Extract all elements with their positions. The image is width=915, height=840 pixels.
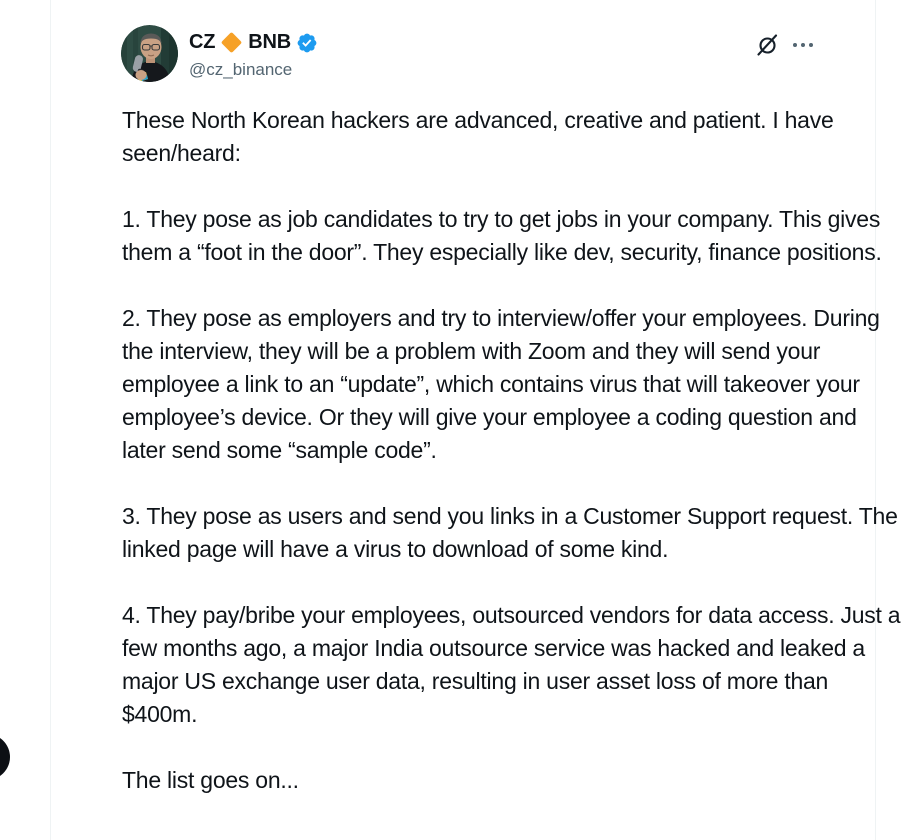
author-name-prefix: CZ xyxy=(189,31,216,53)
grok-icon[interactable] xyxy=(755,32,779,58)
verified-badge-icon xyxy=(296,32,318,54)
author-name-suffix: BNB xyxy=(248,31,291,53)
author-block xyxy=(189,30,318,80)
header-actions xyxy=(755,32,814,58)
author-handle[interactable]: @cz_binance xyxy=(189,60,293,79)
tweet-text xyxy=(122,104,906,797)
more-icon[interactable] xyxy=(793,43,814,48)
avatar[interactable] xyxy=(121,25,178,82)
tweet-paragraph: These North Korean hackers are advanced, creative and patient. I have seen/heard: xyxy=(122,107,834,166)
orange-diamond-emoji xyxy=(221,32,242,53)
avatar-photo xyxy=(121,25,178,82)
tweet-paragraph: 3. They pose as users and send you links in a Customer Support request. The linked page will have a virus to download of some kind. xyxy=(122,503,898,562)
tweet-paragraph: The list goes on... xyxy=(122,767,299,793)
tweet-paragraph: 2. They pose as employers and try to interview/offer your employees. During the interview, they will be a problem with Zoom and they will send your employee a link to an “update”, which contains virus that will takeover your employee’s device. Or they will give your employee a coding question and later send some “sample code”. xyxy=(122,305,880,463)
author-name[interactable] xyxy=(189,30,318,55)
tweet-paragraph: 4. They pay/bribe your employees, outsourced vendors for data access. Just a few months ago, a major India outsource service was hacked and leaked a major US exchange user data, resulting in user asset loss of more than $400m. xyxy=(122,602,901,727)
tweet-paragraph: 1. They pose as job candidates to try to get jobs in your company. This gives them a “foot in the door”. They especially like dev, security, finance positions. xyxy=(122,206,882,265)
tweet-column xyxy=(50,0,901,840)
partial-circle-left-edge xyxy=(0,734,10,780)
